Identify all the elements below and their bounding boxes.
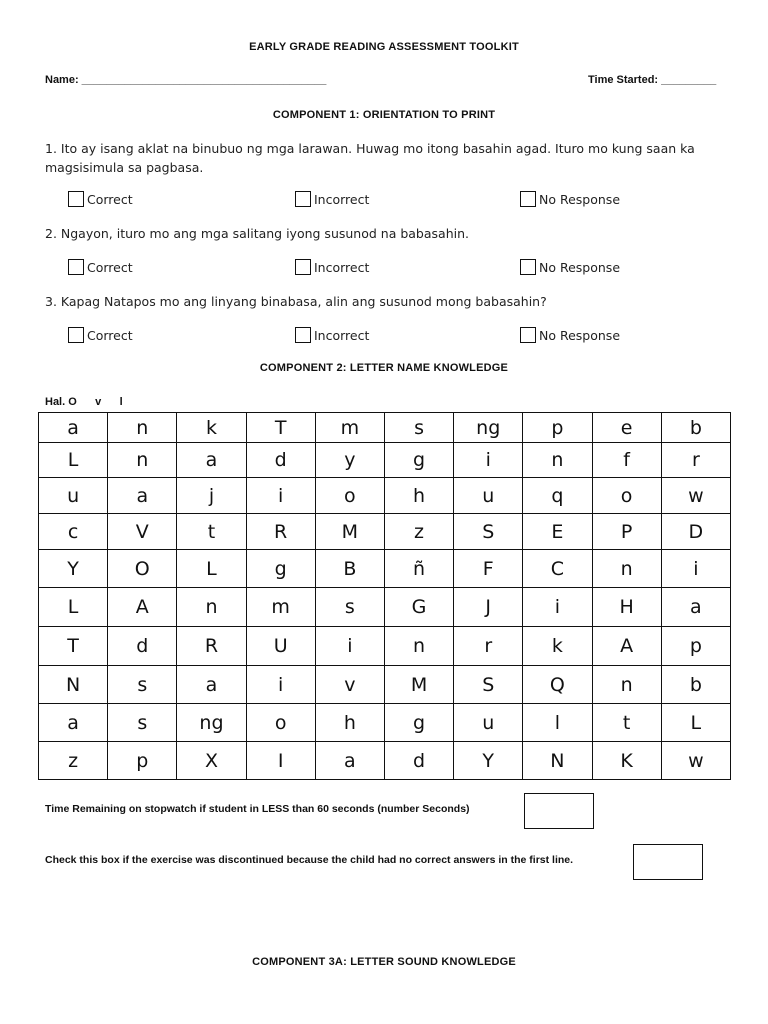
time-started-field[interactable]: Time Started: _________	[588, 74, 717, 86]
letter-cell[interactable]: O	[108, 550, 177, 588]
grid-row	[39, 588, 731, 627]
letter-cell[interactable]: S	[454, 514, 523, 550]
letter-cell[interactable]: Y	[39, 550, 108, 588]
letter-cell[interactable]: p	[523, 413, 592, 443]
time-remaining-label: Time Remaining on stopwatch if student in LESS than 60 seconds (number Seconds)	[45, 803, 470, 815]
letter-cell[interactable]: k	[177, 413, 246, 443]
letter-cell[interactable]: ñ	[384, 550, 453, 588]
letter-cell[interactable]: S	[454, 666, 523, 704]
letter-cell[interactable]: s	[315, 588, 384, 627]
letter-cell[interactable]: n	[592, 550, 661, 588]
letter-cell[interactable]: P	[592, 514, 661, 550]
letter-cell[interactable]: a	[177, 666, 246, 704]
letter-cell[interactable]: e	[592, 413, 661, 443]
letter-cell[interactable]: M	[384, 666, 453, 704]
letter-cell[interactable]: b	[661, 666, 730, 704]
letter-cell[interactable]: n	[384, 627, 453, 666]
checkbox[interactable]	[68, 327, 84, 343]
letter-cell[interactable]: v	[315, 666, 384, 704]
letter-cell[interactable]: a	[39, 413, 108, 443]
letter-cell[interactable]: i	[315, 627, 384, 666]
grid-row	[39, 514, 731, 550]
letter-cell[interactable]: n	[108, 443, 177, 478]
letter-cell[interactable]: d	[384, 742, 453, 780]
checkbox[interactable]	[68, 191, 84, 207]
letter-cell[interactable]: c	[39, 514, 108, 550]
letter-cell[interactable]: A	[592, 627, 661, 666]
checkbox[interactable]	[295, 259, 311, 275]
letter-cell[interactable]: l	[523, 704, 592, 742]
question-1-options	[68, 190, 688, 208]
checkbox[interactable]	[295, 327, 311, 343]
letter-cell[interactable]: T	[246, 413, 315, 443]
letter-cell[interactable]: m	[246, 588, 315, 627]
letter-cell[interactable]: L	[177, 550, 246, 588]
letter-cell[interactable]: H	[592, 588, 661, 627]
question-2-text: 2. Ngayon, ituro mo ang mga salitang iyong susunod na babasahin.	[45, 226, 469, 241]
letter-cell[interactable]: z	[39, 742, 108, 780]
letter-cell[interactable]: L	[39, 588, 108, 627]
letter-cell[interactable]: B	[315, 550, 384, 588]
letter-cell[interactable]: n	[108, 413, 177, 443]
option-incorrect[interactable]: Incorrect	[295, 190, 369, 208]
letter-cell[interactable]: u	[454, 704, 523, 742]
letter-cell[interactable]: E	[523, 514, 592, 550]
checkbox[interactable]	[520, 327, 536, 343]
letter-cell[interactable]: M	[315, 514, 384, 550]
letter-cell[interactable]: n	[177, 588, 246, 627]
letter-cell[interactable]: k	[523, 627, 592, 666]
letter-cell[interactable]: g	[246, 550, 315, 588]
letter-cell[interactable]: m	[315, 413, 384, 443]
checkbox[interactable]	[295, 191, 311, 207]
letter-cell[interactable]: i	[246, 666, 315, 704]
letter-cell[interactable]: I	[246, 742, 315, 780]
checkbox[interactable]	[520, 259, 536, 275]
letter-cell[interactable]: y	[315, 443, 384, 478]
grid-row	[39, 443, 731, 478]
time-remaining-box[interactable]	[524, 793, 594, 829]
option-incorrect[interactable]: Incorrect	[295, 326, 369, 344]
letter-cell[interactable]: ng	[454, 413, 523, 443]
letter-cell[interactable]: ng	[177, 704, 246, 742]
letter-cell[interactable]: i	[523, 588, 592, 627]
letter-cell[interactable]: s	[108, 704, 177, 742]
letter-cell[interactable]: X	[177, 742, 246, 780]
checkbox[interactable]	[68, 259, 84, 275]
letter-cell[interactable]: a	[315, 742, 384, 780]
letter-cell[interactable]: w	[661, 478, 730, 514]
letter-cell[interactable]: a	[661, 588, 730, 627]
letter-cell[interactable]: o	[592, 478, 661, 514]
letter-cell[interactable]: V	[108, 514, 177, 550]
letter-cell[interactable]: N	[523, 742, 592, 780]
letter-cell[interactable]: L	[39, 443, 108, 478]
letter-cell[interactable]: b	[661, 413, 730, 443]
letter-cell[interactable]: C	[523, 550, 592, 588]
letter-cell[interactable]: d	[108, 627, 177, 666]
grid-row	[39, 704, 731, 742]
letter-cell[interactable]: N	[39, 666, 108, 704]
letter-cell[interactable]: a	[108, 478, 177, 514]
discontinued-label: Check this box if the exercise was discontinued because the child had no correct answers in the first line.	[45, 854, 574, 866]
option-correct[interactable]: Correct	[68, 190, 133, 208]
letter-cell[interactable]: h	[315, 704, 384, 742]
option-correct[interactable]: Correct	[68, 326, 133, 344]
letter-cell[interactable]: n	[592, 666, 661, 704]
letter-cell[interactable]: g	[384, 443, 453, 478]
document-title: EARLY GRADE READING ASSESSMENT TOOLKIT	[249, 41, 519, 53]
name-field[interactable]: Name: ________________________________________	[45, 74, 327, 86]
letter-cell[interactable]: J	[454, 588, 523, 627]
letter-cell[interactable]: p	[108, 742, 177, 780]
discontinued-checkbox[interactable]	[633, 844, 703, 880]
letter-cell[interactable]: s	[384, 413, 453, 443]
letter-grid	[38, 412, 731, 780]
letter-cell[interactable]: w	[661, 742, 730, 780]
letter-cell[interactable]: g	[384, 704, 453, 742]
letter-cell[interactable]: a	[39, 704, 108, 742]
grid-row	[39, 550, 731, 588]
letter-cell[interactable]: L	[661, 704, 730, 742]
letter-cell[interactable]: o	[315, 478, 384, 514]
question-1-text: 1. Ito ay isang aklat na binubuo ng mga larawan. Huwag mo itong basahin agad. Ituro mo kung saan ka magsisimula sa pagbasa.	[45, 141, 695, 175]
component3a-title: COMPONENT 3A: LETTER SOUND KNOWLEDGE	[252, 956, 516, 968]
option-no-response[interactable]: No Response	[520, 326, 620, 344]
option-no-response[interactable]: No Response	[520, 190, 620, 208]
letter-cell[interactable]: j	[177, 478, 246, 514]
letter-cell[interactable]: p	[661, 627, 730, 666]
letter-cell[interactable]: t	[592, 704, 661, 742]
letter-cell[interactable]: D	[661, 514, 730, 550]
grid-row	[39, 666, 731, 704]
letter-cell[interactable]: n	[523, 443, 592, 478]
letter-cell[interactable]: A	[108, 588, 177, 627]
letter-cell[interactable]: u	[454, 478, 523, 514]
question-3-options	[68, 326, 688, 344]
letter-cell[interactable]: a	[177, 443, 246, 478]
question-2-options	[68, 258, 688, 276]
letter-cell[interactable]: R	[177, 627, 246, 666]
letter-cell[interactable]: z	[384, 514, 453, 550]
letter-cell[interactable]: q	[523, 478, 592, 514]
grid-row	[39, 478, 731, 514]
letter-cell[interactable]: i	[454, 443, 523, 478]
letter-cell[interactable]: F	[454, 550, 523, 588]
letter-cell[interactable]: U	[246, 627, 315, 666]
letter-cell[interactable]: h	[384, 478, 453, 514]
grid-row	[39, 627, 731, 666]
option-correct[interactable]: Correct	[68, 258, 133, 276]
letter-cell[interactable]: i	[661, 550, 730, 588]
letter-cell[interactable]: i	[246, 478, 315, 514]
grid-row	[39, 742, 731, 780]
letter-cell[interactable]: s	[108, 666, 177, 704]
option-incorrect[interactable]: Incorrect	[295, 258, 369, 276]
letter-cell[interactable]: T	[39, 627, 108, 666]
letter-cell[interactable]: G	[384, 588, 453, 627]
letter-cell[interactable]: o	[246, 704, 315, 742]
letter-cell[interactable]: t	[177, 514, 246, 550]
component2-title: COMPONENT 2: LETTER NAME KNOWLEDGE	[259, 362, 509, 374]
example-letters: Hal. O v l	[45, 396, 123, 408]
letter-cell[interactable]: r	[661, 443, 730, 478]
letter-cell[interactable]: d	[246, 443, 315, 478]
letter-cell[interactable]: R	[246, 514, 315, 550]
grid-row	[39, 413, 731, 443]
option-no-response[interactable]: No Response	[520, 258, 620, 276]
question-3-text: 3. Kapag Natapos mo ang linyang binabasa, alin ang susunod mong babasahin?	[45, 294, 547, 309]
letter-cell[interactable]: f	[592, 443, 661, 478]
letter-cell[interactable]: K	[592, 742, 661, 780]
letter-cell[interactable]: r	[454, 627, 523, 666]
letter-cell[interactable]: Q	[523, 666, 592, 704]
letter-cell[interactable]: Y	[454, 742, 523, 780]
checkbox[interactable]	[520, 191, 536, 207]
component1-title: COMPONENT 1: ORIENTATION TO PRINT	[272, 109, 496, 121]
letter-cell[interactable]: u	[39, 478, 108, 514]
